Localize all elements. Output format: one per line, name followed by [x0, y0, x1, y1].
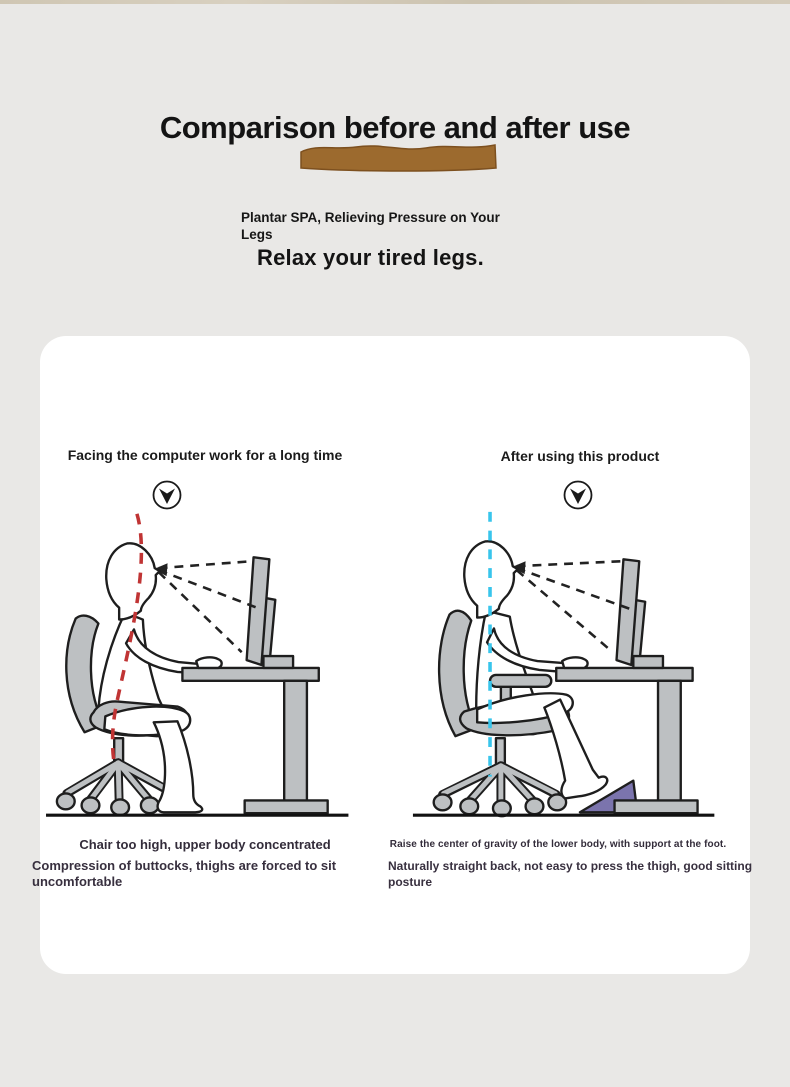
before-panel-heading: Facing the computer work for a long time [67, 447, 343, 463]
brush-shape [301, 145, 496, 171]
after-panel-heading: After using this product [500, 448, 660, 464]
person-head [106, 543, 159, 619]
subtitle: Plantar SPA, Relieving Pressure on Your Legs [241, 210, 500, 242]
tagline: Relax your tired legs. [257, 245, 484, 270]
person-leg [154, 721, 202, 812]
chair-base [434, 766, 566, 816]
person-hand [562, 657, 587, 668]
monitor [247, 557, 293, 668]
person-leg [544, 700, 607, 799]
after-illustration [398, 498, 754, 834]
after-caption-body: Naturally straight back, not easy to press the thigh, good sitting posture [388, 859, 753, 889]
bottom-edge-strip [0, 1081, 790, 1087]
sight-lines [517, 561, 630, 651]
person-hand [196, 657, 221, 668]
before-illustration [38, 498, 394, 834]
before-caption-body: Compression of buttocks, thighs are forced to sit uncomfortable [32, 858, 337, 889]
sight-lines [159, 561, 260, 652]
top-edge-strip [0, 0, 790, 4]
monitor [617, 559, 663, 668]
page-title: Comparison before and after use [159, 110, 631, 145]
before-caption-title: Chair too high, upper body concentrated [79, 837, 331, 852]
desk [182, 668, 327, 813]
after-caption-title: Raise the center of gravity of the lower body, with support at the foot. [389, 839, 727, 850]
